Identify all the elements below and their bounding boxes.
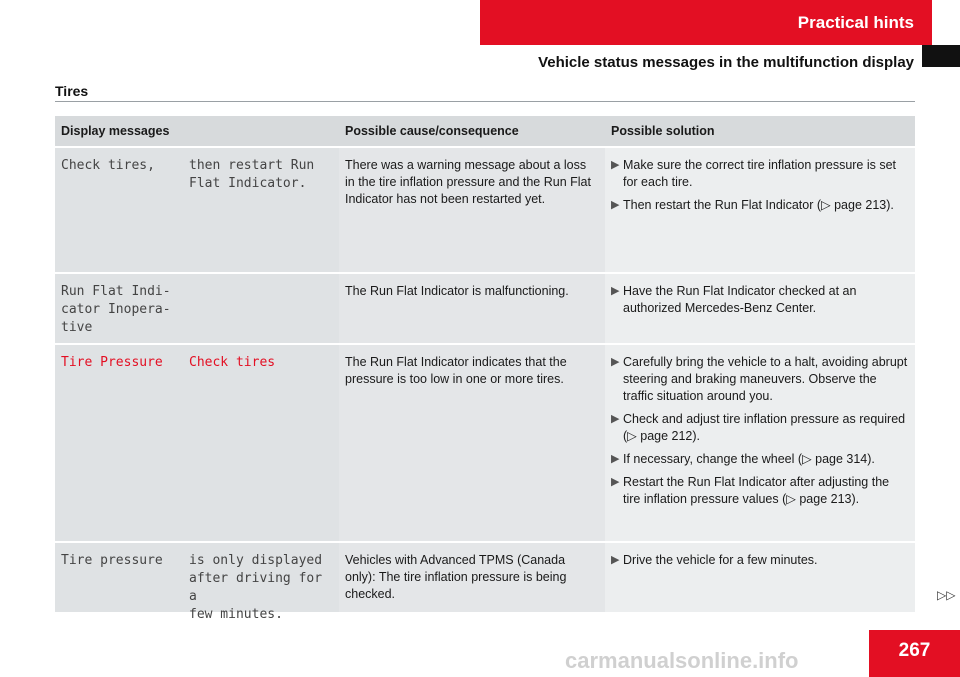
display-message-text-2: is only displayed after driving for a few minutes. xyxy=(189,553,323,622)
divider xyxy=(55,101,915,102)
display-message-text: Tire Pressure xyxy=(61,355,163,370)
page-number: 267 xyxy=(898,640,931,661)
table-row xyxy=(55,274,915,343)
display-message-text: Check tires, xyxy=(61,158,155,173)
solution-item xyxy=(611,474,909,508)
header-solution: Possible solution xyxy=(611,124,715,138)
arrow-right-icon: ▶ xyxy=(611,356,620,368)
display-message-cell xyxy=(55,345,183,541)
solution-item xyxy=(611,354,909,405)
display-message-cell-2 xyxy=(183,543,339,622)
display-message-cell xyxy=(55,148,183,272)
cause-cell: There was a warning message about a loss in the tire inflation pressure and the Run Flat Indicator has not been restarted yet. xyxy=(339,148,605,272)
display-message-cell-2 xyxy=(183,345,339,541)
header-cause: Possible cause/consequence xyxy=(345,124,519,138)
solution-item xyxy=(611,157,909,191)
table-row xyxy=(55,345,915,541)
watermark: carmanualsonline.info xyxy=(565,648,799,673)
table-row xyxy=(55,148,915,272)
arrow-right-icon: ▶ xyxy=(611,476,620,488)
solution-text: Check and adjust tire inflation pressure as required (▷ page 212). xyxy=(623,412,906,443)
page-number-box xyxy=(869,630,960,677)
solution-text: Then restart the Run Flat Indicator (▷ page 213). xyxy=(623,198,894,212)
solution-item xyxy=(611,552,909,569)
display-message-cell xyxy=(55,543,183,612)
arrow-right-icon: ▶ xyxy=(611,285,620,297)
solution-cell xyxy=(605,345,915,541)
solution-item xyxy=(611,197,909,214)
arrow-right-icon: ▶ xyxy=(611,159,620,171)
solution-cell xyxy=(605,543,915,612)
solution-text: If necessary, change the wheel (▷ page 314). xyxy=(623,452,875,466)
solution-text: Make sure the correct tire inflation pressure is set for each tire. xyxy=(623,158,897,189)
display-message-text-2: then restart Run Flat Indicator. xyxy=(189,158,315,191)
display-message-text: Run Flat Indi- cator Inopera- tive xyxy=(61,284,171,335)
header-display-messages: Display messages xyxy=(61,124,170,138)
arrow-right-icon: ▶ xyxy=(611,413,620,425)
display-message-cell-2 xyxy=(183,148,339,272)
table-header xyxy=(55,116,915,146)
display-message-text: Tire pressure xyxy=(61,553,163,568)
solution-text: Have the Run Flat Indicator checked at an authorized Mercedes-Benz Center. xyxy=(623,284,857,315)
solution-item xyxy=(611,411,909,445)
header-marker xyxy=(922,45,960,67)
cause-cell: The Run Flat Indicator is malfunctioning. xyxy=(339,274,605,343)
solution-cell xyxy=(605,148,915,272)
display-message-cell-2 xyxy=(183,274,339,343)
solution-text: Carefully bring the vehicle to a halt, avoiding abrupt steering and braking maneuvers. Observe the traffic situation around you. xyxy=(623,355,908,403)
section-title-header: Practical hints xyxy=(797,12,914,32)
arrow-right-icon: ▶ xyxy=(611,453,620,465)
table-row xyxy=(55,543,915,622)
arrow-right-icon: ▶ xyxy=(611,554,620,566)
display-message-cell xyxy=(55,274,183,343)
solution-cell xyxy=(605,274,915,343)
solution-text: Restart the Run Flat Indicator after adjusting the tire inflation pressure values (▷ page 213). xyxy=(623,475,890,506)
continue-arrow-icon: ▷▷ xyxy=(937,588,956,602)
solution-item xyxy=(611,451,909,468)
arrow-right-icon: ▶ xyxy=(611,199,620,211)
section-heading: Tires xyxy=(55,83,89,99)
page-subtitle: Vehicle status messages in the multifunction display xyxy=(538,54,914,71)
status-messages-table xyxy=(55,116,915,622)
cause-cell: The Run Flat Indicator indicates that the pressure is too low in one or more tires. xyxy=(339,345,605,541)
display-message-text-2: Check tires xyxy=(189,355,276,370)
solution-item xyxy=(611,283,909,317)
cause-cell: Vehicles with Advanced TPMS (Canada only): The tire inflation pressure is being checked. xyxy=(339,543,605,612)
section-tab xyxy=(480,0,932,45)
solution-text: Drive the vehicle for a few minutes. xyxy=(623,553,818,567)
